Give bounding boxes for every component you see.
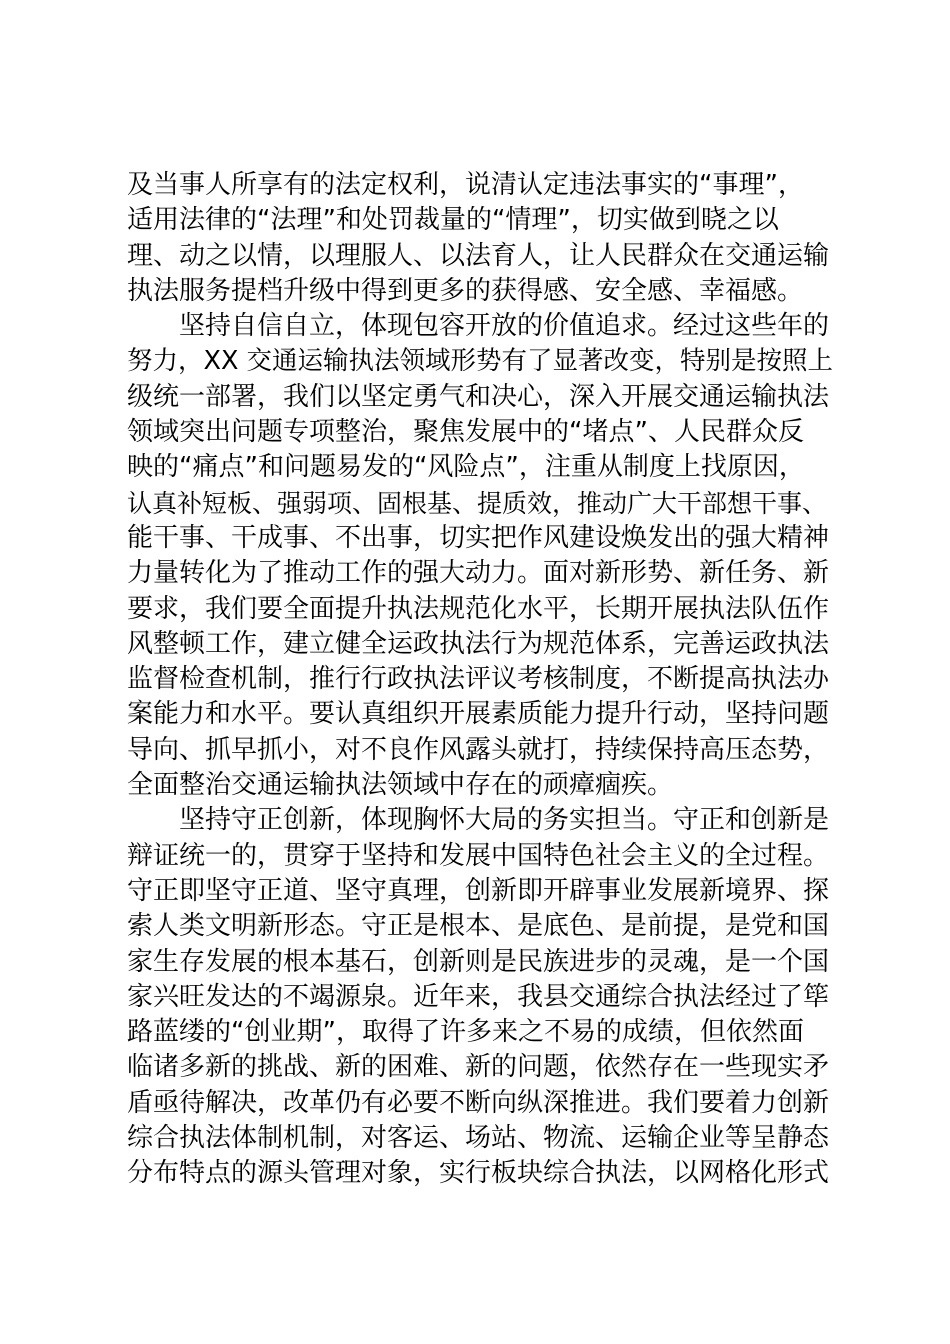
text-line: 临诸多新的挑战、新的困难、新的问题，依然存在一些现实矛 (127, 1052, 830, 1083)
paragraph-first-line: 坚持守正创新，体现胸怀大局的务实担当。守正和创新是 (179, 805, 830, 836)
text-line: 案能力和水平。要认真组织开展素质能力提升行动，坚持问题 (127, 699, 830, 730)
text-line: 监督检查机制，推行行政执法评议考核制度，不断提高执法办 (127, 664, 830, 695)
text-line: 家兴旺发达的不竭源泉。近年来，我县交通综合执法经过了筚 (127, 981, 830, 1012)
text-line: 辩证统一的，贯穿于坚持和发展中国特色社会主义的全过程。 (127, 840, 830, 871)
text-line: 适用法律的“法理”和处罚裁量的“情理”，切实做到晓之以 (127, 205, 779, 236)
text-line: 守正即坚守正道、坚守真理，创新即开辟事业发展新境界、探 (127, 875, 830, 906)
text-line: 及当事人所享有的法定权利，说清认定违法事实的“事理”， (127, 170, 804, 200)
text-line: 认真补短板、强弱项、固根基、提质效，推动广大干部想干事、 (127, 488, 828, 518)
text-line: 综合执法体制机制，对客运、场站、物流、运输企业等呈静态 (127, 1123, 830, 1154)
text-line: 能干事、干成事、不出事，切实把作风建设焕发出的强大精神 (127, 522, 830, 553)
text-line: 领域突出问题专项整治，聚焦发展中的“堵点”、人民群众反 (127, 417, 804, 448)
text-line: 理、动之以情，以理服人、以法育人，让人民群众在交通运输 (127, 240, 830, 271)
paragraph-first-line: 坚持自信自立，体现包容开放的价值追求。经过这些年的 (179, 311, 830, 342)
text-line: 导向、抓早抓小，对不良作风露头就打，持续保持高压态势， (127, 734, 830, 765)
text-line: 要求，我们要全面提升执法规范化水平，长期开展执法队伍作 (127, 593, 830, 624)
text-line: 级统一部署，我们以坚定勇气和决心，深入开展交通运输执法 (127, 381, 830, 412)
text-line: 盾亟待解决，改革仍有必要不断向纵深推进。我们要着力创新 (127, 1087, 830, 1118)
text-line: 努力，XX 交通运输执法领域形势有了显著改变，特别是按照上 (127, 346, 834, 377)
text-line: 风整顿工作，建立健全运政执法行为规范体系，完善运政执法 (127, 628, 830, 659)
text-line: 映的“痛点”和问题易发的“风险点”，注重从制度上找原因， (127, 452, 805, 483)
text-line: 分布特点的源头管理对象，实行板块综合执法，以网格化形式 (127, 1158, 830, 1189)
document-body (127, 168, 837, 1192)
text-line: 执法服务提档升级中得到更多的获得感、安全感、幸福感。 (127, 275, 804, 306)
text-line: 全面整治交通运输执法领域中存在的顽瘴痼疾。 (127, 770, 674, 801)
text-line: 力量转化为了推动工作的强大动力。面对新形势、新任务、新 (127, 558, 830, 589)
text-line: 索人类文明新形态。守正是根本、是底色、是前提，是党和国 (127, 911, 830, 942)
text-line: 家生存发展的根本基石，创新则是民族进步的灵魂，是一个国 (127, 946, 830, 977)
text-line: 路蓝缕的“创业期”，取得了许多来之不易的成绩，但依然面 (127, 1017, 804, 1048)
